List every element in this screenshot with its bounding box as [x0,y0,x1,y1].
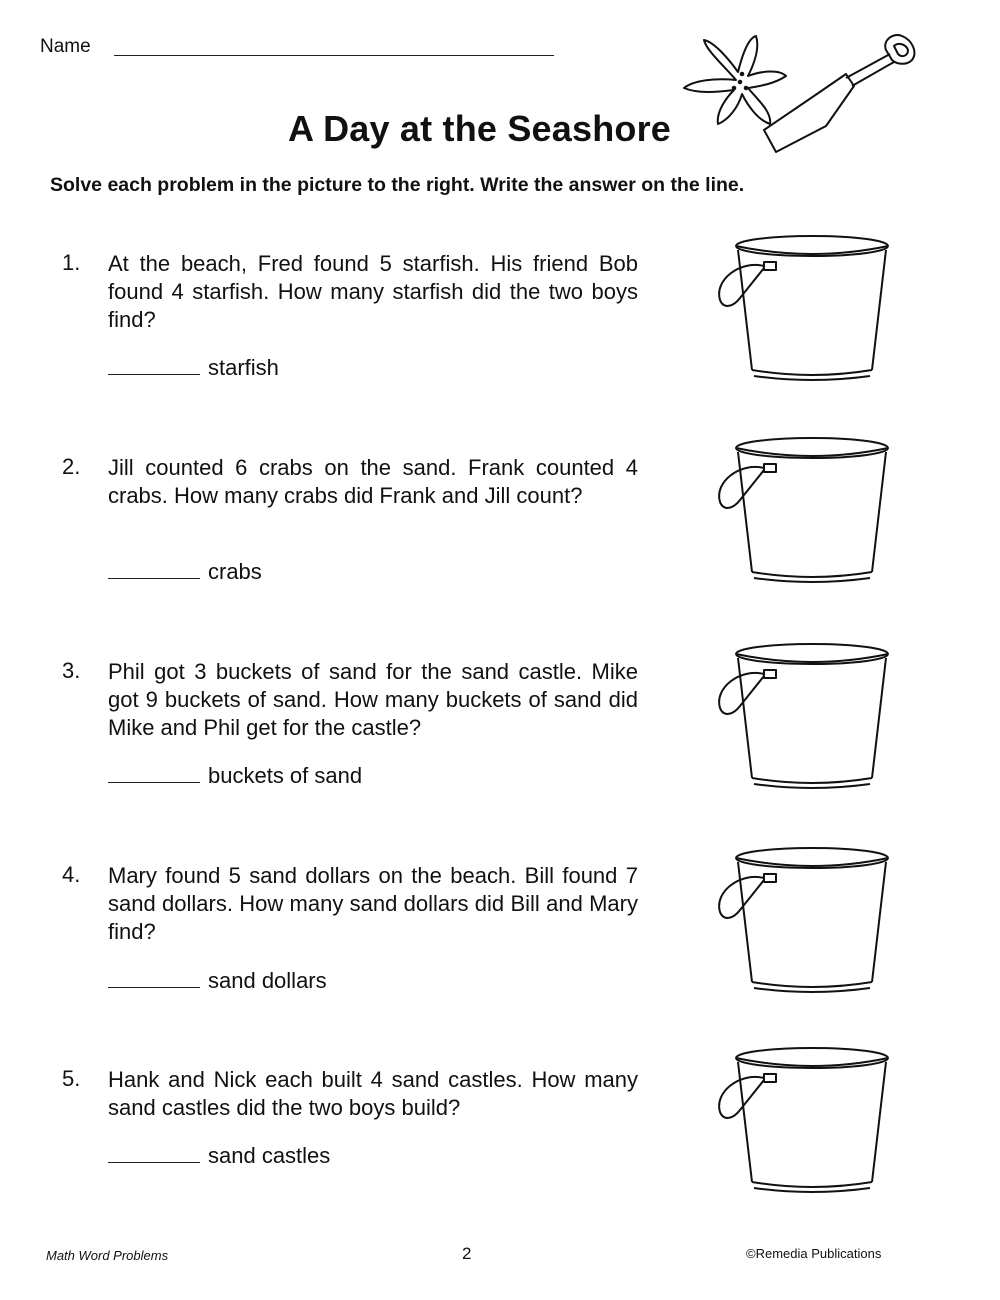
seashore-decoration [676,28,946,163]
answer-line[interactable] [108,763,362,789]
answer-blank[interactable] [108,782,200,783]
problem-number: 3. [62,658,81,683]
answer-line[interactable] [108,559,262,585]
problem-text: Jill counted 6 crabs on the sand. Frank counted 4 crabs. How many crabs did Frank and Jill count? [108,455,638,508]
bucket-icon[interactable] [700,1044,890,1194]
page-number: 2 [462,1244,472,1263]
footer-book-title: Math Word Problems [46,1248,169,1263]
bucket-icon[interactable] [700,640,890,790]
answer-unit: buckets of sand [208,763,363,788]
name-label: Name [40,36,91,57]
problem-text: Mary found 5 sand dollars on the beach. Bill found 7 sand dollars. How many sand dollars did Bill and Mary find? [108,863,638,944]
page-title: A Day at the Seashore [288,108,672,149]
problem-number: 5. [62,1066,81,1091]
bucket-icon[interactable] [700,232,890,382]
instructions: Solve each problem in the picture to the right. Write the answer on the line. [50,174,745,196]
bucket-icon[interactable] [700,434,890,584]
answer-blank[interactable] [108,374,200,375]
answer-unit: sand castles [208,1143,331,1168]
answer-line[interactable] [108,968,327,994]
problem-text: Hank and Nick each built 4 sand castles. How many sand castles did the two boys build? [108,1067,638,1120]
footer-publisher: ©Remedia Publications [746,1246,882,1261]
answer-line[interactable] [108,1143,330,1169]
problem-text: At the beach, Fred found 5 starfish. His friend Bob found 4 starfish. How many starfish did the two boys find? [108,251,638,332]
answer-blank[interactable] [108,578,200,579]
starfish-icon [684,36,786,124]
answer-blank[interactable] [108,1162,200,1163]
problem-number: 2. [62,454,81,479]
problem-number: 4. [62,862,81,887]
answer-blank[interactable] [108,987,200,988]
answer-unit: crabs [208,559,262,584]
answer-unit: sand dollars [208,968,327,993]
answer-unit: starfish [208,355,279,380]
bucket-icon[interactable] [700,844,890,994]
answer-line[interactable] [108,355,279,381]
problem-text: Phil got 3 buckets of sand for the sand castle. Mike got 9 buckets of sand. How many buckets of sand did Mike and Phil get for the castle? [108,659,638,740]
name-input-line[interactable] [114,55,554,56]
shovel-icon [764,35,914,152]
problem-number: 1. [62,250,81,275]
